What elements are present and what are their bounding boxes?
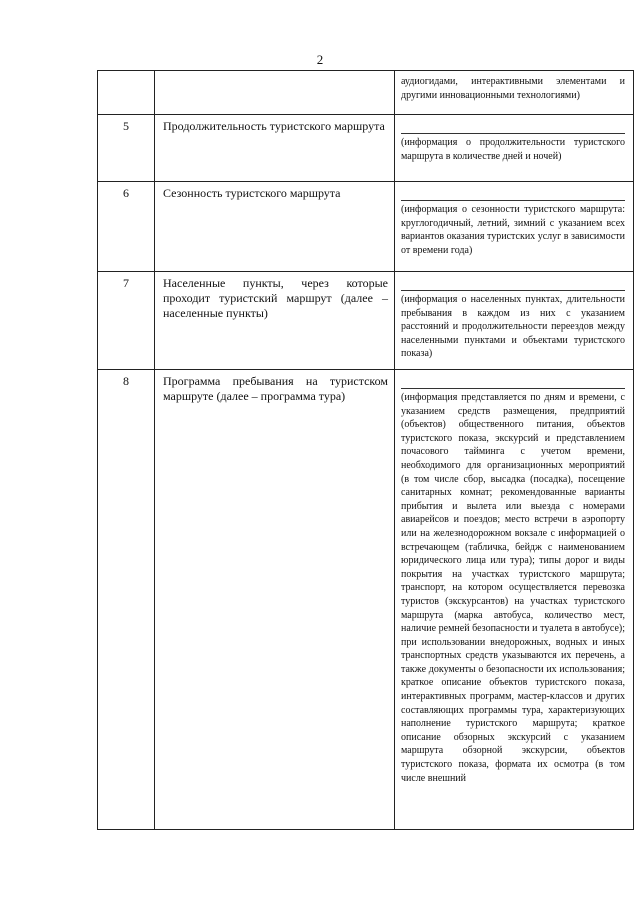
- info-cell: [395, 115, 634, 182]
- info-text: аудиогидами, интерактивными элементами и другими инновационными технологиями): [401, 76, 625, 101]
- table-row: [98, 272, 634, 370]
- blank-line: [401, 186, 625, 201]
- parameter-cell: Населенные пункты, через которые проходит туристский маршрут (далее – населенные пункты): [155, 272, 395, 370]
- info-cell: [395, 272, 634, 370]
- route-description-table: [97, 70, 634, 830]
- parameter-cell: Программа пребывания на туристском маршруте (далее – программа тура): [155, 370, 395, 830]
- info-text: (информация о продолжительности туристского маршрута в количестве дней и ночей): [401, 137, 625, 162]
- parameter-cell: Сезонность туристского маршрута: [155, 182, 395, 272]
- table-row: [98, 182, 634, 272]
- info-text: (информация о сезонности туристского маршрута: круглогодичный, летний, зимний с указанием всех вариантов оказания туристских услуг в зависимости от времени года): [401, 204, 625, 256]
- row-number: 6: [98, 182, 155, 272]
- parameter-cell: [155, 71, 395, 115]
- table-row: [98, 71, 634, 115]
- row-number: 7: [98, 272, 155, 370]
- info-cell: [395, 370, 634, 830]
- row-number: 8: [98, 370, 155, 830]
- row-number: [98, 71, 155, 115]
- info-text: (информация о населенных пунктах, длительности пребывания в каждом из них с указанием расстояний и продолжительности переездов между населенными пунктами и объектами туристского показа): [401, 294, 625, 360]
- parameter-cell: Продолжительность туристского маршрута: [155, 115, 395, 182]
- info-cell: [395, 182, 634, 272]
- blank-line: [401, 276, 625, 291]
- row-number: 5: [98, 115, 155, 182]
- blank-line: [401, 374, 625, 389]
- table-row: [98, 115, 634, 182]
- page-number: 2: [316, 52, 324, 67]
- blank-line: [401, 119, 625, 134]
- table-row: [98, 370, 634, 830]
- info-cell: [395, 71, 634, 115]
- info-text: (информация представляется по дням и времени, с указанием средств размещения, предприятий (объектов) общественного питания, объектов туристского показа, экскурсий и представлением почасового тайминга с учетом времени, необходимого для организационных мероприятий (в том числе сбор, высадка (посадка), посещение санитарных комнат; рекомендованные варианты прибытия и вылета или выезда с номерами авиарейсов и поездов; место встречи в аэропорту или на железнодорожном вокзале с информацией о встречающем (табличка, бейдж с наименованием юридического лица или тура); типы дорог и виды покрытия на участках туристского маршрута; транспорт, на котором осуществляется перевозка туристов (экскурсантов) на участках туристского маршрута (марка автобуса, количество мест, наличие ремней безопасности и туалета в автобусе); при использовании внедорожных, водных и иных транспортных средств указываются их перечень, а также документы о безопасности их использования; краткое описание объектов туристского показа, интерактивных программ, мастер-классов и других составляющих программы тура, характеризующих наполнение туристского маршрута; краткое описание обзорных экскурсий с указанием маршрута обзорной экскурсии, объектов туристского показа, формата их осмотра (в том числе внешний: [401, 392, 625, 784]
